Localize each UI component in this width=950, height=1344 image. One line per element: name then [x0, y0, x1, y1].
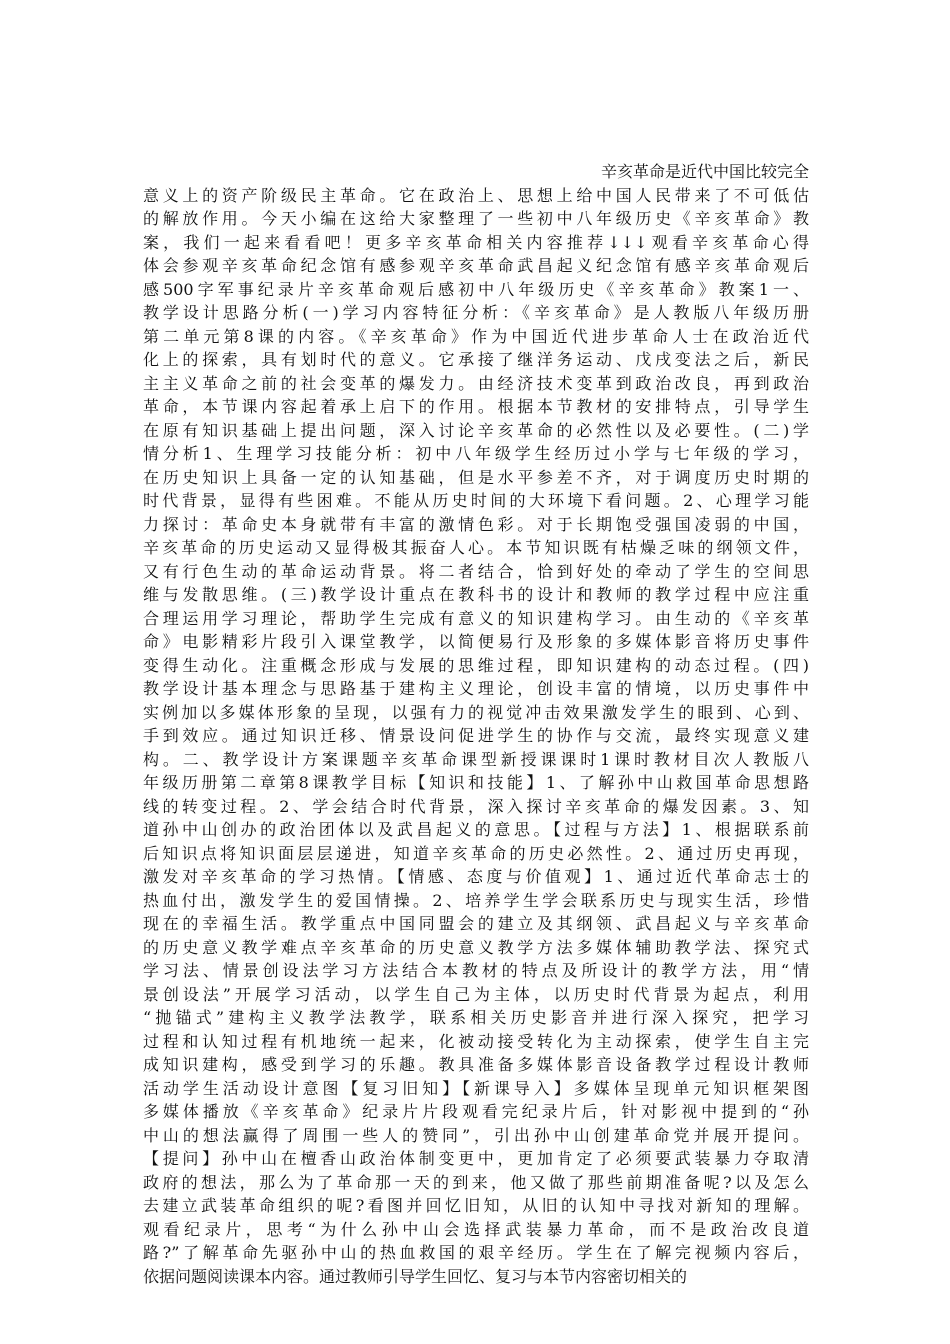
- body-text-line: 教学设计基本理念与思路基于建构主义理论，创设丰富的情境，以历史事件中: [143, 679, 809, 698]
- body-text-line: 依据问题阅读课本内容。通过教师引导学生回忆、复习与本节内容密切相关的: [143, 1266, 688, 1286]
- body-text-line: 主主义革命之前的社会变革的爆发力。由经济技术变革到政治改良，再到政治: [143, 373, 809, 393]
- body-text-line: 热血付出，激发学生的爱国情操。2、培养学生学会联系历史与现实生活，珍惜: [143, 890, 809, 910]
- body-text-line: 政府的想法，那么为了革命那一天的到来，他又做了那些前期准备呢?以及怎么: [143, 1172, 809, 1192]
- body-text-line: 的历史意义教学难点辛亥革命的历史意义教学方法多媒体辅助教学法、探究式: [143, 937, 809, 957]
- body-text-line: 化上的探索，具有划时代的意义。它承接了继洋务运动、戊戌变法之后，新民: [143, 350, 809, 369]
- body-text-line: 辛亥革命是近代中国比较完全: [600, 162, 809, 181]
- body-text-line: 的解放作用。今天小编在这给大家整理了一些初中八年级历史《辛亥革命》教: [143, 209, 809, 228]
- body-text-line: 体会参观辛亥革命纪念馆有感参观辛亥革命武昌起义纪念馆有感辛亥革命观后: [143, 256, 809, 275]
- body-text-line: 教学设计思路分析(一)学习内容特征分析：《辛亥革命》是人教版八年级历册: [143, 303, 809, 322]
- body-text-line: 手到效应。通过知识迁移、情景设问促进学生的协作与交流，最终实现意义建: [143, 726, 809, 745]
- body-text-line: 案，我们一起来看看吧！更多辛亥革命相关内容推荐↓↓↓观看辛亥革命心得: [143, 232, 809, 252]
- body-text-line: 变得生动化。注重概念形成与发展的思维过程，即知识建构的动态过程。(四): [143, 655, 809, 675]
- document-body-text: [143, 160, 809, 1288]
- body-text-line: 道孙中山创办的政治团体以及武昌起义的意思。【过程与方法】1、根据联系前: [143, 820, 809, 839]
- body-text-line: 合理运用学习理论，帮助学生完成有意义的知识建构学习。由生动的《辛亥革: [143, 608, 809, 628]
- body-text-line: 【提问】孙中山在檀香山政治体制变更中，更加肯定了必须要武装暴力夺取清: [143, 1149, 809, 1168]
- body-text-line: 在历史知识上具备一定的认知基础，但是水平参差不齐，对于调度历史时期的: [143, 467, 809, 487]
- body-text-line: “抛锚式”建构主义教学法教学，联系相关历史影音并进行深入探究，把学习: [143, 1008, 809, 1027]
- body-text-line: 时代背景，显得有些困难。不能从历史时间的大环境下看问题。2、心理学习能: [143, 491, 809, 510]
- body-text-line: 线的转变过程。2、学会结合时代背景，深入探讨辛亥革命的爆发因素。3、知: [143, 796, 809, 816]
- body-text-line: 在原有知识基础上提出问题，深入讨论辛亥革命的必然性以及必要性。(二)学: [143, 420, 809, 440]
- body-text-line: 维与发散思维。(三)教学设计重点在教科书的设计和教师的教学过程中应注重: [143, 585, 809, 604]
- body-text-line: 激发对辛亥革命的学习热情。【情感、态度与价值观】1、通过近代革命志士的: [143, 867, 809, 886]
- body-text-line: 中山的想法赢得了周围一些人的赞同”，引出孙中山创建革命党并展开提问。: [143, 1125, 809, 1145]
- body-text-line: 感500字军事纪录片辛亥革命观后感初中八年级历史《辛亥革命》教案1一、: [143, 279, 809, 299]
- body-text-line: 构。二、教学设计方案课题辛亥革命课型新授课课时1课时教材目次人教版八: [143, 749, 809, 769]
- body-text-line: 多媒体播放《辛亥革命》纪录片片段观看完纪录片后，针对影视中提到的“孙: [143, 1102, 809, 1121]
- body-text-line: 路?”了解革命先驱孙中山的热血救国的艰辛经历。学生在了解完视频内容后，: [143, 1243, 809, 1262]
- body-text-line: 去建立武装革命组织的呢?看图并回忆旧知，从旧的认知中寻找对新知的理解。: [143, 1196, 809, 1215]
- body-text-line: 意义上的资产阶级民主革命。它在政治上、思想上给中国人民带来了不可低估: [143, 185, 809, 205]
- body-text-line: 活动学生活动设计意图【复习旧知】【新课导入】多媒体呈现单元知识框架图: [143, 1078, 809, 1098]
- body-text-line: 观看纪录片，思考“为什么孙中山会选择武装暴力革命，而不是政治改良道: [143, 1219, 809, 1239]
- body-text-line: 年级历册第二章第8课教学目标【知识和技能】1、了解孙中山救国革命思想路: [143, 773, 809, 792]
- body-text-line: 景创设法”开展学习活动，以学生自己为主体，以历史时代背景为起点，利用: [143, 984, 809, 1004]
- body-text-line: 辛亥革命的历史运动又显得极其振奋人心。本节知识既有枯燥乏味的纲领文件，: [143, 538, 809, 557]
- body-text-line: 学习法、情景创设法学习方法结合本教材的特点及所设计的教学方法，用“情: [143, 961, 809, 980]
- body-text-line: 后知识点将知识面层层递进，知道辛亥革命的历史必然性。2、通过历史再现，: [143, 843, 809, 863]
- body-text-line: 命》电影精彩片段引入课堂教学，以简便易行及形象的多媒体影音将历史事件: [143, 632, 809, 651]
- body-text-line: 革命，本节课内容起着承上启下的作用。根据本节教材的安排特点，引导学生: [143, 397, 809, 416]
- body-text-line: 力探讨：革命史本身就带有丰富的激情色彩。对于长期饱受强国凌弱的中国，: [143, 514, 809, 534]
- body-text-line: 情分析1、生理学习技能分析：初中八年级学生经历过小学与七年级的学习，: [143, 444, 809, 463]
- body-text-line: 实例加以多媒体形象的呈现，以强有力的视觉冲击效果激发学生的眼到、心到、: [143, 702, 809, 722]
- body-text-line: 第二单元第8课的内容。《辛亥革命》作为中国近代进步革命人士在政治近代: [143, 326, 809, 346]
- body-text-line: 又有行色生动的革命运动背景。将二者结合，恰到好处的牵动了学生的空间思: [143, 561, 809, 581]
- body-text-line: 现在的幸福生活。教学重点中国同盟会的建立及其纲领、武昌起义与辛亥革命: [143, 914, 809, 933]
- body-text-line: 成知识建构，感受到学习的乐趣。教具准备多媒体影音设备教学过程设计教师: [143, 1055, 809, 1074]
- body-text-line: 过程和认知过程有机地统一起来，化被动接受转化为主动探索，使学生自主完: [143, 1031, 809, 1051]
